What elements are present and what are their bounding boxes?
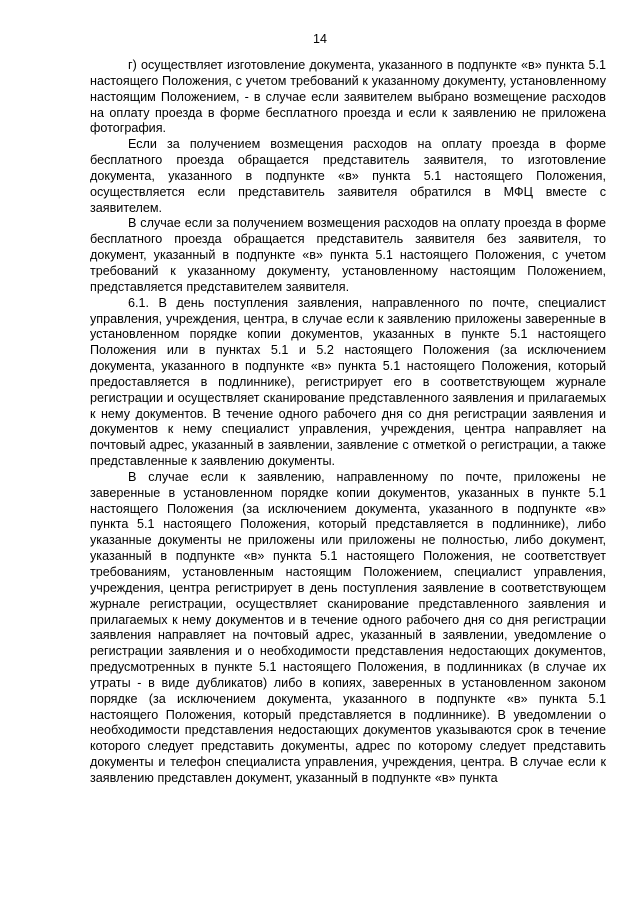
paragraph: 6.1. В день поступления заявления, направленного по почте, специалист управления, учреждения, центра, в случае если к заявлению приложены заверенные в установленном порядке копии документов, указанных в пункте 5.1 настоящего Положения или в пунктах 5.1 и 5.2 настоящего Положения (за исключением документа, указанного в подпункте «в» пункта 5.1 настоящего Положения, который предоставляется в подлиннике), регистрирует его в соответствующем журнале регистрации и осуществляет сканирование представленного заявления и прилагаемых к нему документов. В течение одного рабочего дня со дня регистрации заявления и документов к нему специалист управления, учреждения, центра направляет на почтовый адрес, указанный в заявлении, заявление с отметкой о регистрации, а также представленные к заявлению документы. [90,295,606,469]
paragraph: В случае если к заявлению, направленному по почте, приложены не заверенные в установленном порядке копии документов, указанных в пункте 5.1 настоящего Положения (за исключением документа, указанного в подпункте «в» пункта 5.1 настоящего Положения, который представляется в подлиннике), либо указанные документы не приложены или приложены не полностью, либо документ, указанный в подпункте «в» пункта 5.1 настоящего Положения, не соответствует требованиям, установленным настоящим Положением, специалист управления, учреждения, центра регистрирует в день поступления заявление в соответствующем журнале регистрации, осуществляет сканирование представленного заявления и прилагаемых к нему документов и в течение одного рабочего дня со дня регистрации заявления направляет на почтовый адрес, указанный в заявлении, уведомление о регистрации заявления и о необходимости представления недостающих документов, предусмотренных в пункте 5.1 настоящего Положения, в подлинниках (в случае их утраты - в виде дубликатов) либо в копиях, заверенных в установленном законом порядке (за исключением документа, указанного в подпункте «в» пункта 5.1 настоящего Положения, который представляется в подлиннике). В уведомлении о необходимости представления недостающих документов указываются срок в течение которого следует представить документы, адрес по которому следует представить документы и телефон специалиста управления, учреждения, центра. В случае если к заявлению представлен документ, указанный в подпункте «в» пункта [90,469,606,785]
document-body [90,58,606,787]
paragraph: В случае если за получением возмещения расходов на оплату проезда в форме бесплатного проезда обращается представитель заявителя без заявителя, то документ, указанный в подпункте «в» пункта 5.1 настоящего Положения, с учетом требований к указанному документу, установленному настоящим Положением, представляется представителем заявителя. [90,216,606,294]
paragraph: г) осуществляет изготовление документа, указанного в подпункте «в» пункта 5.1 настоящего Положения, с учетом требований к указанному документу, установленному настоящим Положением, - в случае если заявителем выбрано возмещение расходов на оплату проезда в форме бесплатного проезда и если к заявлению не приложена фотография. [90,58,606,136]
paragraph: Если за получением возмещения расходов на оплату проезда в форме бесплатного проезда обращается представитель заявителя, то изготовление документа, указанного в подпункте «в» пункта 5.1 настоящего Положения, осуществляется если представитель заявителя обратился в МФЦ вместе с заявителем. [90,137,606,215]
page-number: 14 [313,32,327,46]
